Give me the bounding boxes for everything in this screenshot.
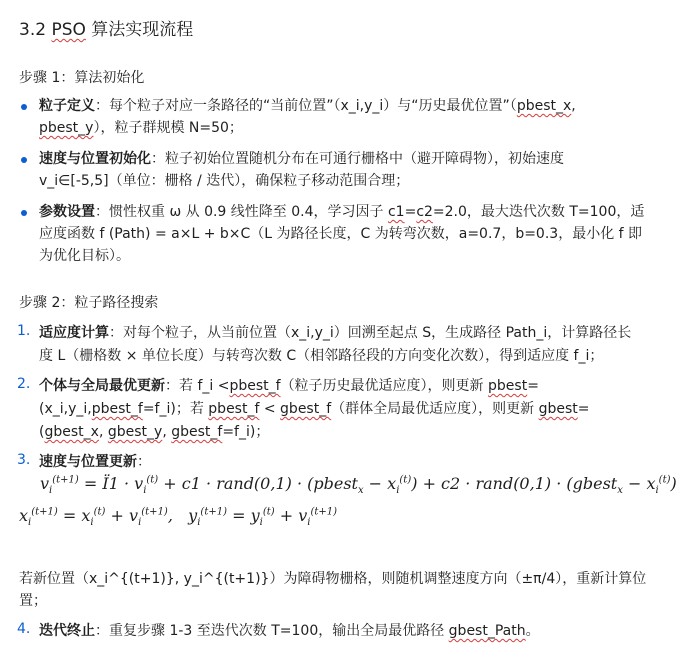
step1-item3-line3: 为优化目标）。 — [39, 248, 130, 264]
list-number: 3. — [17, 452, 31, 468]
step2-item2-line1 — [39, 376, 539, 396]
list-number: 4. — [17, 621, 31, 637]
term: gbest — [538, 401, 578, 417]
text-segment: < — [259, 401, 281, 417]
section-number: 3.2 — [19, 20, 47, 40]
step2-item3-line1 — [39, 452, 151, 472]
section-title-word: PSO — [51, 20, 86, 40]
step2-item3-label: 速度与位置更新 — [39, 454, 137, 470]
term: c2 — [416, 204, 433, 220]
bullet-icon — [21, 157, 27, 163]
step2-item1-line1 — [39, 323, 631, 343]
step2-item2-line3 — [39, 422, 269, 442]
text-segment: ：每个粒子对应一条路径的“当前位置”（x_i,y_i）与“历史最优位置”（ — [95, 98, 517, 114]
text-segment: （粒子历史最优适应度），则更新 — [280, 378, 489, 394]
term: pbest — [488, 378, 528, 394]
step1-item2-line2: v_i∈[-5,5]（单位：栅格 / 迭代），确保粒子移动范围合理； — [39, 173, 410, 189]
text-segment: (x_i,y_i, — [39, 401, 92, 417]
text-segment: ：对每个粒子，从当前位置（x_i,y_i）回溯至起点 S，生成路径 Path_i，计算路径长 — [109, 325, 632, 341]
text-segment: = — [404, 204, 417, 220]
term: c1 — [387, 204, 405, 220]
step2-item1-line2: 度 L（栅格数 × 单位长度）与转弯次数 C（相邻路径段的方向变化次数），得到适应度 f_i； — [39, 348, 604, 364]
step1-title: 步骤 1：算法初始化 — [19, 70, 145, 86]
term: gbest_f — [171, 424, 223, 440]
step1-item3-label: 参数设置 — [39, 204, 95, 220]
step2-item2-line2 — [39, 399, 590, 419]
obstacle-note-line1: 若新位置（x_i^{(t+1)}, y_i^{(t+1)}）为障碍物栅格，则随机调整速度方向（±π/4），重新计算位 — [19, 571, 647, 587]
text-segment: ： — [137, 454, 151, 470]
text-segment: , — [98, 424, 108, 440]
step1-item2-label: 速度与位置初始化 — [39, 151, 151, 167]
text-segment: =f_i)； — [222, 424, 270, 440]
text-segment: 。 — [525, 623, 540, 639]
step2-item4-line1 — [39, 621, 540, 641]
step1-item2-line1 — [39, 149, 564, 169]
list-number: 2. — [17, 376, 31, 392]
section-heading — [19, 15, 193, 40]
text-segment: ：若 f_i < — [165, 378, 230, 394]
section-title-rest: 算法实现流程 — [91, 20, 194, 40]
term: pbest_f — [208, 401, 260, 417]
text-segment: ），粒子群规模 N=50； — [93, 120, 243, 136]
term: pbest_y — [39, 120, 94, 136]
term: pbest_x — [516, 98, 572, 114]
step2-item4-label: 迭代终止 — [39, 623, 95, 639]
bullet-icon — [21, 104, 27, 110]
position-update-formula — [19, 506, 337, 528]
obstacle-note-line2: 置； — [19, 593, 47, 609]
term: gbest_x — [44, 424, 99, 440]
term: pbest_f — [229, 378, 281, 394]
formula1-rendered: $v_i^{(t+1)}$ = Ï1 · $v_i^{(t)} + c1$ · rand(0,1) · (pbest$_x$ − $x_i^{(t)}) + c2$ · rand(0,1) · (gbest$_x$ − $x_i^{(t)}$) — [40, 474, 677, 497]
step1-item1-label: 粒子定义 — [39, 98, 95, 114]
step1-item3-line1 — [39, 202, 644, 222]
term: gbest_y — [107, 424, 163, 440]
list-number: 1. — [17, 323, 31, 339]
text-segment: = — [577, 401, 590, 417]
text-segment: , — [162, 424, 172, 440]
term: gbest_f — [280, 401, 332, 417]
text-segment: = — [527, 378, 539, 394]
text-segment: ：惯性权重 ω 从 0.9 线性降至 0.4，学习因子 — [95, 204, 388, 220]
bullet-icon — [21, 210, 27, 216]
text-segment: , — [571, 98, 576, 114]
step1-item3-line2: 应度函数 f (Path) = a×L + b×C（L 为路径长度，C 为转弯次数，a=0.7，b=0.3，最小化 f 即 — [39, 226, 643, 242]
step1-item1-line2 — [39, 118, 243, 138]
formula2-rendered: $x_i^{(t+1)} = x_i^{(t)} + v_i^{(t+1)}$, $y_i^{(t+1)} = y_i^{(t)} + v_i^{(t+1)}$ — [19, 506, 338, 529]
text-segment: =f_i)；若 — [142, 401, 209, 417]
text-segment: ( — [39, 424, 45, 440]
term: pbest_f — [91, 401, 143, 417]
step1-item1-line1 — [39, 96, 576, 116]
step2-item2-label: 个体与全局最优更新 — [39, 378, 165, 394]
term: gbest_Path — [448, 623, 526, 639]
step2-item1-label: 适应度计算 — [39, 325, 109, 341]
step2-title: 步骤 2：粒子路径搜索 — [19, 295, 159, 311]
text-segment: =2.0，最大迭代次数 T=100，适 — [432, 204, 645, 220]
text-segment: ：粒子初始位置随机分布在可通行栅格中（避开障碍物），初始速度 — [151, 151, 564, 167]
text-segment: （群体全局最优适应度），则更新 — [331, 401, 539, 417]
text-segment: ：重复步骤 1-3 至迭代次数 T=100，输出全局最优路径 — [95, 623, 449, 639]
velocity-update-formula — [40, 474, 677, 496]
